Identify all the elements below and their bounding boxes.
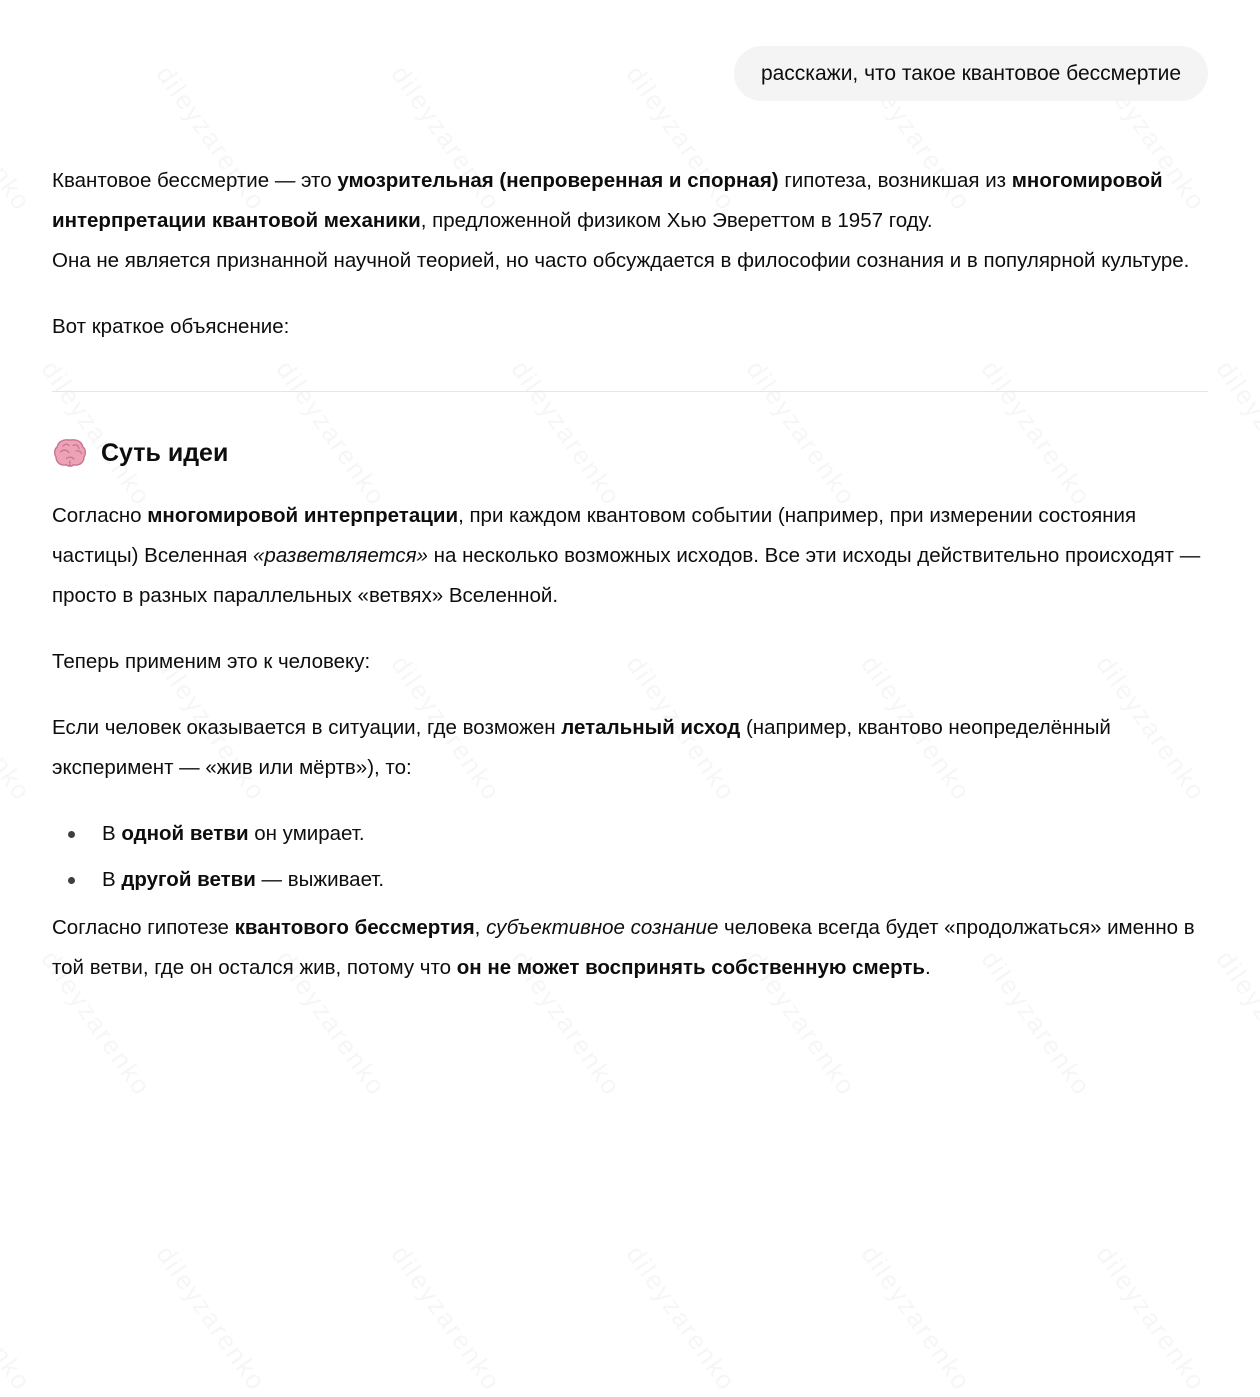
watermark-text: [620, 1240, 743, 1397]
text-run: Теперь применим это к человеку:: [52, 650, 371, 673]
paragraph: [52, 708, 1208, 788]
watermark-text: [150, 1240, 273, 1397]
paragraph: [52, 161, 1208, 281]
bold-text: умозрительная (непроверенная и спорная): [337, 169, 779, 192]
text-run: Согласно: [52, 504, 148, 527]
brain-emoji-icon: [52, 437, 88, 469]
paragraph: [52, 642, 1208, 682]
user-message-text: расскажи, что такое квантовое бессмертие: [760, 62, 1181, 85]
watermark-text: [0, 1240, 37, 1397]
paragraph: [52, 307, 1208, 347]
section-heading: [52, 436, 1208, 470]
section-divider: [52, 391, 1208, 392]
bold-text: многомировой интерпретации: [147, 504, 459, 527]
bold-text: одной ветви: [121, 822, 249, 845]
text-run: , предложенной физиком Хью Эвереттом в 1957 году.: [420, 209, 933, 232]
text-run: В: [102, 822, 122, 845]
text-run: человека всегда будет «продолжаться» именно в той ветви, где он остался жив, потому что: [52, 916, 1195, 979]
text-run: , при каждом квантовом событии (например, при измерении состояния частицы) Вселенная: [52, 504, 1137, 567]
text-run: .: [924, 956, 931, 979]
bold-text: другой ветви: [121, 868, 256, 891]
text-run: гипотеза, возникшая из: [778, 169, 1012, 192]
text-run: Если человек оказывается в ситуации, где возможен: [52, 716, 562, 739]
user-message-bubble: [734, 46, 1208, 101]
text-run: Вот краткое объяснение:: [52, 315, 290, 338]
paragraph: [52, 908, 1208, 988]
bold-text: летальный исход: [561, 716, 741, 739]
list-item: [102, 814, 1208, 854]
text-run: он умирает.: [248, 822, 365, 845]
user-message-row: [52, 0, 1208, 101]
italic-text: субъективное сознание: [486, 916, 719, 939]
assistant-message: [52, 161, 1208, 988]
text-run: Она не является признанной научной теорией, но часто обсуждается в философии сознания и в популярной культуре.: [52, 249, 1190, 272]
paragraph: [52, 496, 1208, 616]
text-run: ,: [474, 916, 487, 939]
text-run: Квантовое бессмертие — это: [52, 169, 338, 192]
watermark-text: [1090, 1240, 1213, 1397]
watermark-text: [855, 1240, 978, 1397]
text-run: Согласно гипотезе: [52, 916, 235, 939]
italic-text: «разветвляется»: [253, 544, 428, 567]
text-run: (например, квантово неопределённый эксперимент — «жив или мёртв»), то:: [52, 716, 1111, 779]
bold-text: он не может воспринять собственную смерть: [456, 956, 925, 979]
bullet-list: [52, 814, 1208, 900]
watermark-text: [385, 1240, 508, 1397]
text-run: В: [102, 868, 122, 891]
bold-text: квантового бессмертия: [234, 916, 475, 939]
text-run: — выживает.: [255, 868, 385, 891]
section-heading-text: Суть идеи: [101, 439, 229, 467]
list-item: [102, 860, 1208, 900]
bold-text: многомировой интерпретации квантовой механики: [52, 169, 1163, 232]
text-run: на несколько возможных исходов. Все эти исходы действительно происходят — просто в разных параллельных «ветвях» Вселенной.: [52, 544, 1201, 607]
